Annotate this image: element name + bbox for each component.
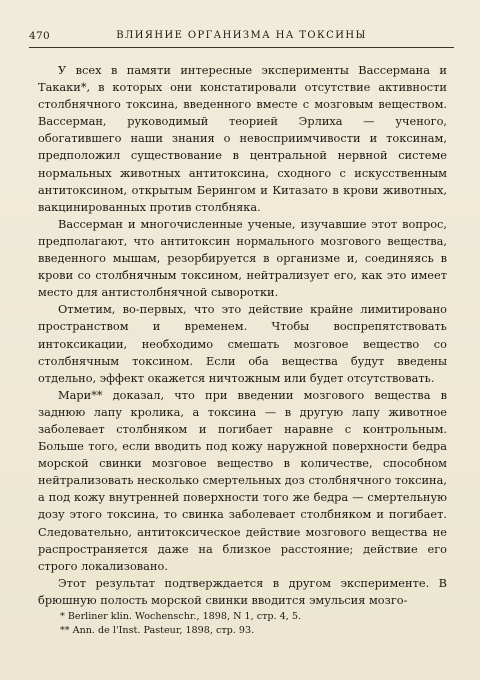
paragraph: У всех в памяти интересные эксперименты Вассермана и Такаки*, в которых они констатировали отсутствие активности столбнячного токсина, введенного вместе с мозговым веществом. Вассерман, руководимый теорией Эрлиха — ученого, обогатившего наши знания о невосприимчивости и токсинам, предположил существование в центральной нервной системе нормальных животных антитоксина, сходного с искусственным антитоксином, открытым Берингом и Китазато в крови животных, вакцинированных против столбняка.: [38, 63, 447, 214]
running-title: ВЛИЯНИЕ ОРГАНИЗМА НА ТОКСИНЫ: [116, 30, 367, 41]
paragraph: Отметим, во-первых, что это действие крайне лимитировано пространством и временем. Чтобы воспрепятствовать интоксикации, необходимо смешать мозговое вещество со столбнячным токсином. Если оба вещества будут введены отдельно, эффект окажется ничтожным или будет отсутствовать.: [38, 302, 447, 385]
paragraph: Этот результат подтверждается в другом эксперименте. В брюшную полость морской свинки вводится эмульсия мозго-: [38, 575, 447, 607]
footnotes: [60, 610, 440, 638]
running-header: [29, 30, 454, 46]
paragraph: Вассерман и многочисленные ученые, изучавшие этот вопрос, предполагают, что антитоксин нормального мозгового вещества, введенного мышам, резорбируется в организме и, соединяясь в крови со столбнячным токсином, нейтрализует его, как это имеет место для антистолбнячной сыворотки.: [38, 216, 447, 300]
page-number: 470: [29, 30, 50, 42]
footnote: ** Ann. de l'Inst. Pasteur, 1898, стр. 93.: [60, 625, 255, 636]
header-rule: [29, 47, 454, 48]
footnote: * Berliner klin. Wochenschr., 1898, N 1, стр. 4, 5.: [60, 611, 302, 622]
paragraph: Мари** доказал, что при введении мозгового вещества в заднюю лапу кролика, а токсина — в другую лапу животное заболевает столбняком и погибает наравне с контрольным. Больше того, если вводить под кожу наружной поверхности бедра морской свинки мозговое вещество в количестве, способном нейтрализовать несколько смертельных доз столбнячного токсина, а под кожу внутренней поверхности того же бедра — смертельную дозу этого токсина, то свинка заболевает столбняком и погибает. Следовательно, антитоксическое действие мозгового вещества не распространяется даже на близкое расстояние; действие его строго локализовано.: [38, 387, 447, 573]
body-text: [38, 62, 447, 609]
